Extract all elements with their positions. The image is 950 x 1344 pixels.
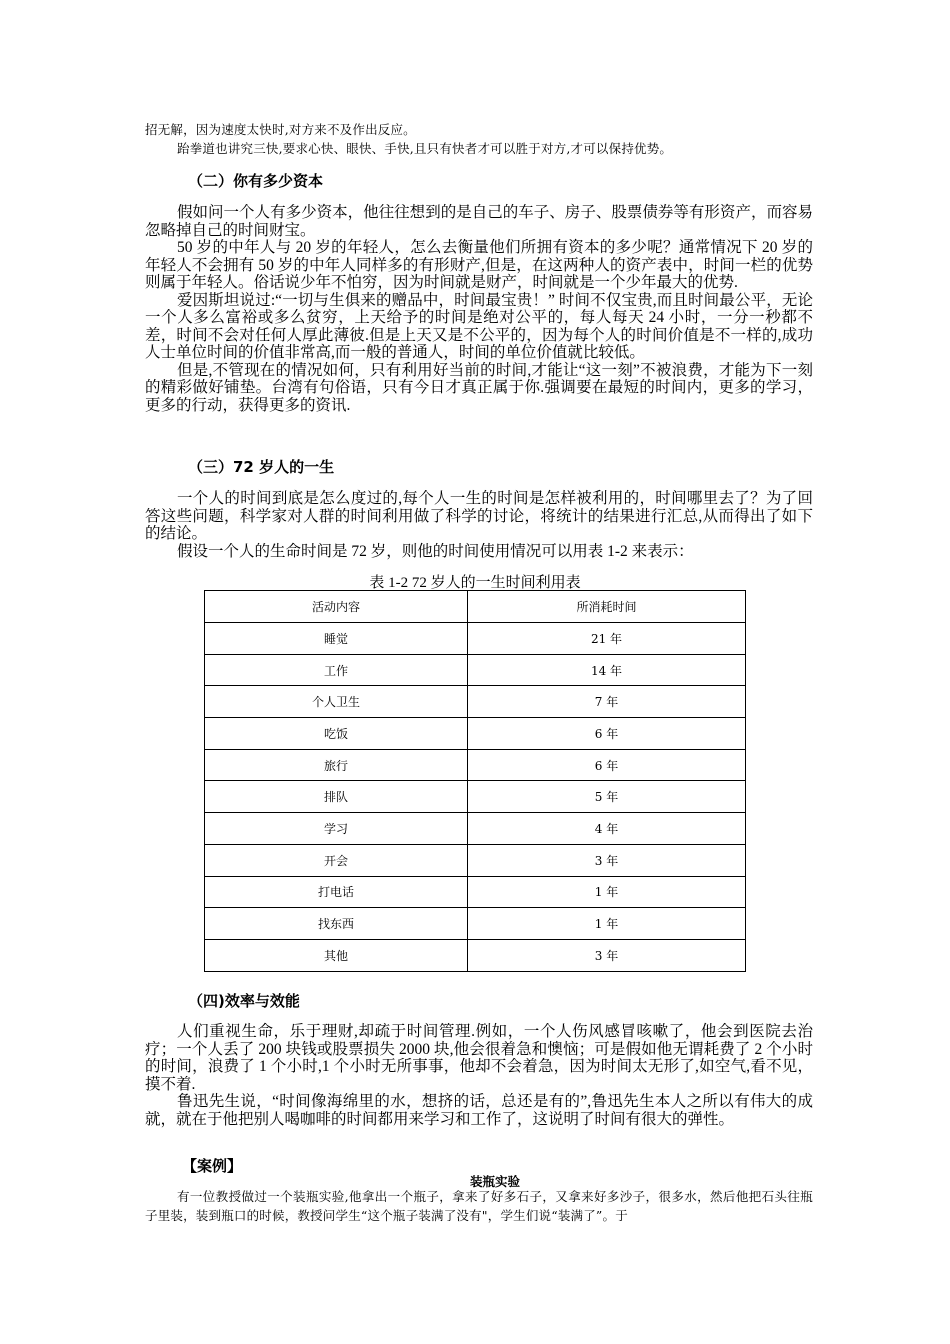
table-row (205, 718, 746, 750)
activity-cell: 吃饭 (205, 718, 468, 750)
table-row (205, 654, 746, 686)
time-cell: 6 年 (468, 718, 746, 750)
activity-cell: 工作 (205, 654, 468, 686)
activity-cell: 个人卫生 (205, 686, 468, 718)
paragraph: 爱因斯坦说过:“一切与生俱来的赠品中，时间最宝贵！” 时间不仅宝贵,而且时间最公平，无论一个人多么富裕或多么贫穷，上天给予的时间是绝对公平的，每人每天 24 小时，一分一秒都不差，时间不会对任何人厚此薄彼.但是上天又是不公平的，因为每个人的时间价值是不一样的,成功人士单位时间的价值非常高,而一般的普通人，时间的单位价值就比较低。 (145, 291, 813, 361)
time-cell: 3 年 (468, 939, 746, 971)
paragraph: 一个人的时间到底是怎么度过的,每个人一生的时间是怎样被利用的，时间哪里去了？为了回答这些问题，科学家对人群的时间利用做了科学的讨论，将统计的结果进行汇总,从而得出了如下的结论。 (145, 490, 813, 542)
table-row (205, 939, 746, 971)
time-cell: 1 年 (468, 876, 746, 908)
time-cell: 6 年 (468, 749, 746, 781)
table-row (205, 813, 746, 845)
paragraph: 50 岁的中年人与 20 岁的年轻人，怎么去衡量他们所拥有资本的多少呢？通常情况下 20 岁的年轻人不会拥有 50 岁的中年人同样多的有形财产,但是，在这两种人的资产表中，时间一栏的优势则属于年轻人。俗话说少年不怕穷，因为时间就是财产，时间就是一个少年最大的优势. (145, 239, 813, 291)
time-cell: 5 年 (468, 781, 746, 813)
section-2-body (145, 204, 813, 414)
table-row (205, 908, 746, 940)
time-cell: 1 年 (468, 908, 746, 940)
intro-line-2: 跆拳道也讲究三快,要求心快、眼快、手快,且只有快者才可以胜于对方,才可以保持优势。 (177, 141, 673, 156)
table-row (205, 781, 746, 813)
section-heading-3: （三）72 岁人的一生 (188, 458, 335, 476)
activity-cell: 睡觉 (205, 623, 468, 655)
paragraph: 假如问一个人有多少资本，他往往想到的是自己的车子、房子、股票债券等有形资产，而容易忽略掉自己的时间财宝。 (145, 204, 813, 239)
column-header-time: 所消耗时间 (468, 591, 746, 623)
time-cell: 14 年 (468, 654, 746, 686)
table-row (205, 844, 746, 876)
table-row (205, 686, 746, 718)
activity-cell: 打电话 (205, 876, 468, 908)
table-header-row (205, 591, 746, 623)
section-heading-4: （四)效率与效能 (188, 992, 300, 1010)
paragraph: 鲁迅先生说，“时间像海绵里的水，想挤的话，总还是有的”,鲁迅先生本人之所以有伟大的成就，就在于他把别人喝咖啡的时间都用来学习和工作了，这说明了时间有很大的弹性。 (145, 1093, 813, 1128)
intro-block (145, 120, 813, 158)
paragraph: 假设一个人的生命时间是 72 岁，则他的时间使用情况可以用表 1-2 来表示： (177, 542, 694, 560)
section-4-body (145, 1023, 813, 1128)
case-text: 有一位教授做过一个装瓶实验,他拿出一个瓶子，拿来了好多石子，又拿来好多沙子，很多水，然后他把石头往瓶子里装，装到瓶口的时候，教授问学生“这个瓶子装满了没有"，学生们说“装满了”。于 (145, 1189, 813, 1223)
table-row (205, 876, 746, 908)
section-heading-2: （二）你有多少资本 (188, 172, 324, 190)
table-row (205, 623, 746, 655)
activity-cell: 旅行 (205, 749, 468, 781)
activity-cell: 其他 (205, 939, 468, 971)
time-usage-table (204, 590, 746, 972)
activity-cell: 找东西 (205, 908, 468, 940)
table-caption: 表 1-2 72 岁人的一生时间利用表 (369, 575, 581, 591)
activity-cell: 学习 (205, 813, 468, 845)
time-cell: 21 年 (468, 623, 746, 655)
time-cell: 7 年 (468, 686, 746, 718)
case-label: 【案例】 (182, 1157, 243, 1175)
paragraph: 但是,不管现在的情况如何，只有利用好当前的时间,才能让“这一刻”不被浪费，才能为下一刻的精彩做好铺垫。台湾有句俗语，只有今日才真正属于你.强调要在最短的时间内，更多的学习，更多的行动，获得更多的资讯. (145, 361, 813, 414)
case-body (145, 1187, 813, 1225)
intro-line-1: 招无解，因为速度太快时,对方来不及作出反应。 (145, 122, 416, 137)
case-title: 装瓶实验 (469, 1174, 520, 1189)
activity-cell: 开会 (205, 844, 468, 876)
table-row (205, 749, 746, 781)
time-cell: 3 年 (468, 844, 746, 876)
column-header-activity: 活动内容 (205, 591, 468, 623)
section-3-body (145, 490, 813, 560)
time-cell: 4 年 (468, 813, 746, 845)
paragraph: 人们重视生命，乐于理财,却疏于时间管理.例如，一个人伤风感冒咳嗽了，他会到医院去治疗；一个人丢了 200 块钱或股票损失 2000 块,他会很着急和懊恼；可是假如他无谓耗费了 2 个小时的时间，浪费了 1 个小时,1 个小时无所事事，他却不会着急，因为时间太无形了,如空气,看不见，摸不着. (145, 1023, 813, 1093)
activity-cell: 排队 (205, 781, 468, 813)
